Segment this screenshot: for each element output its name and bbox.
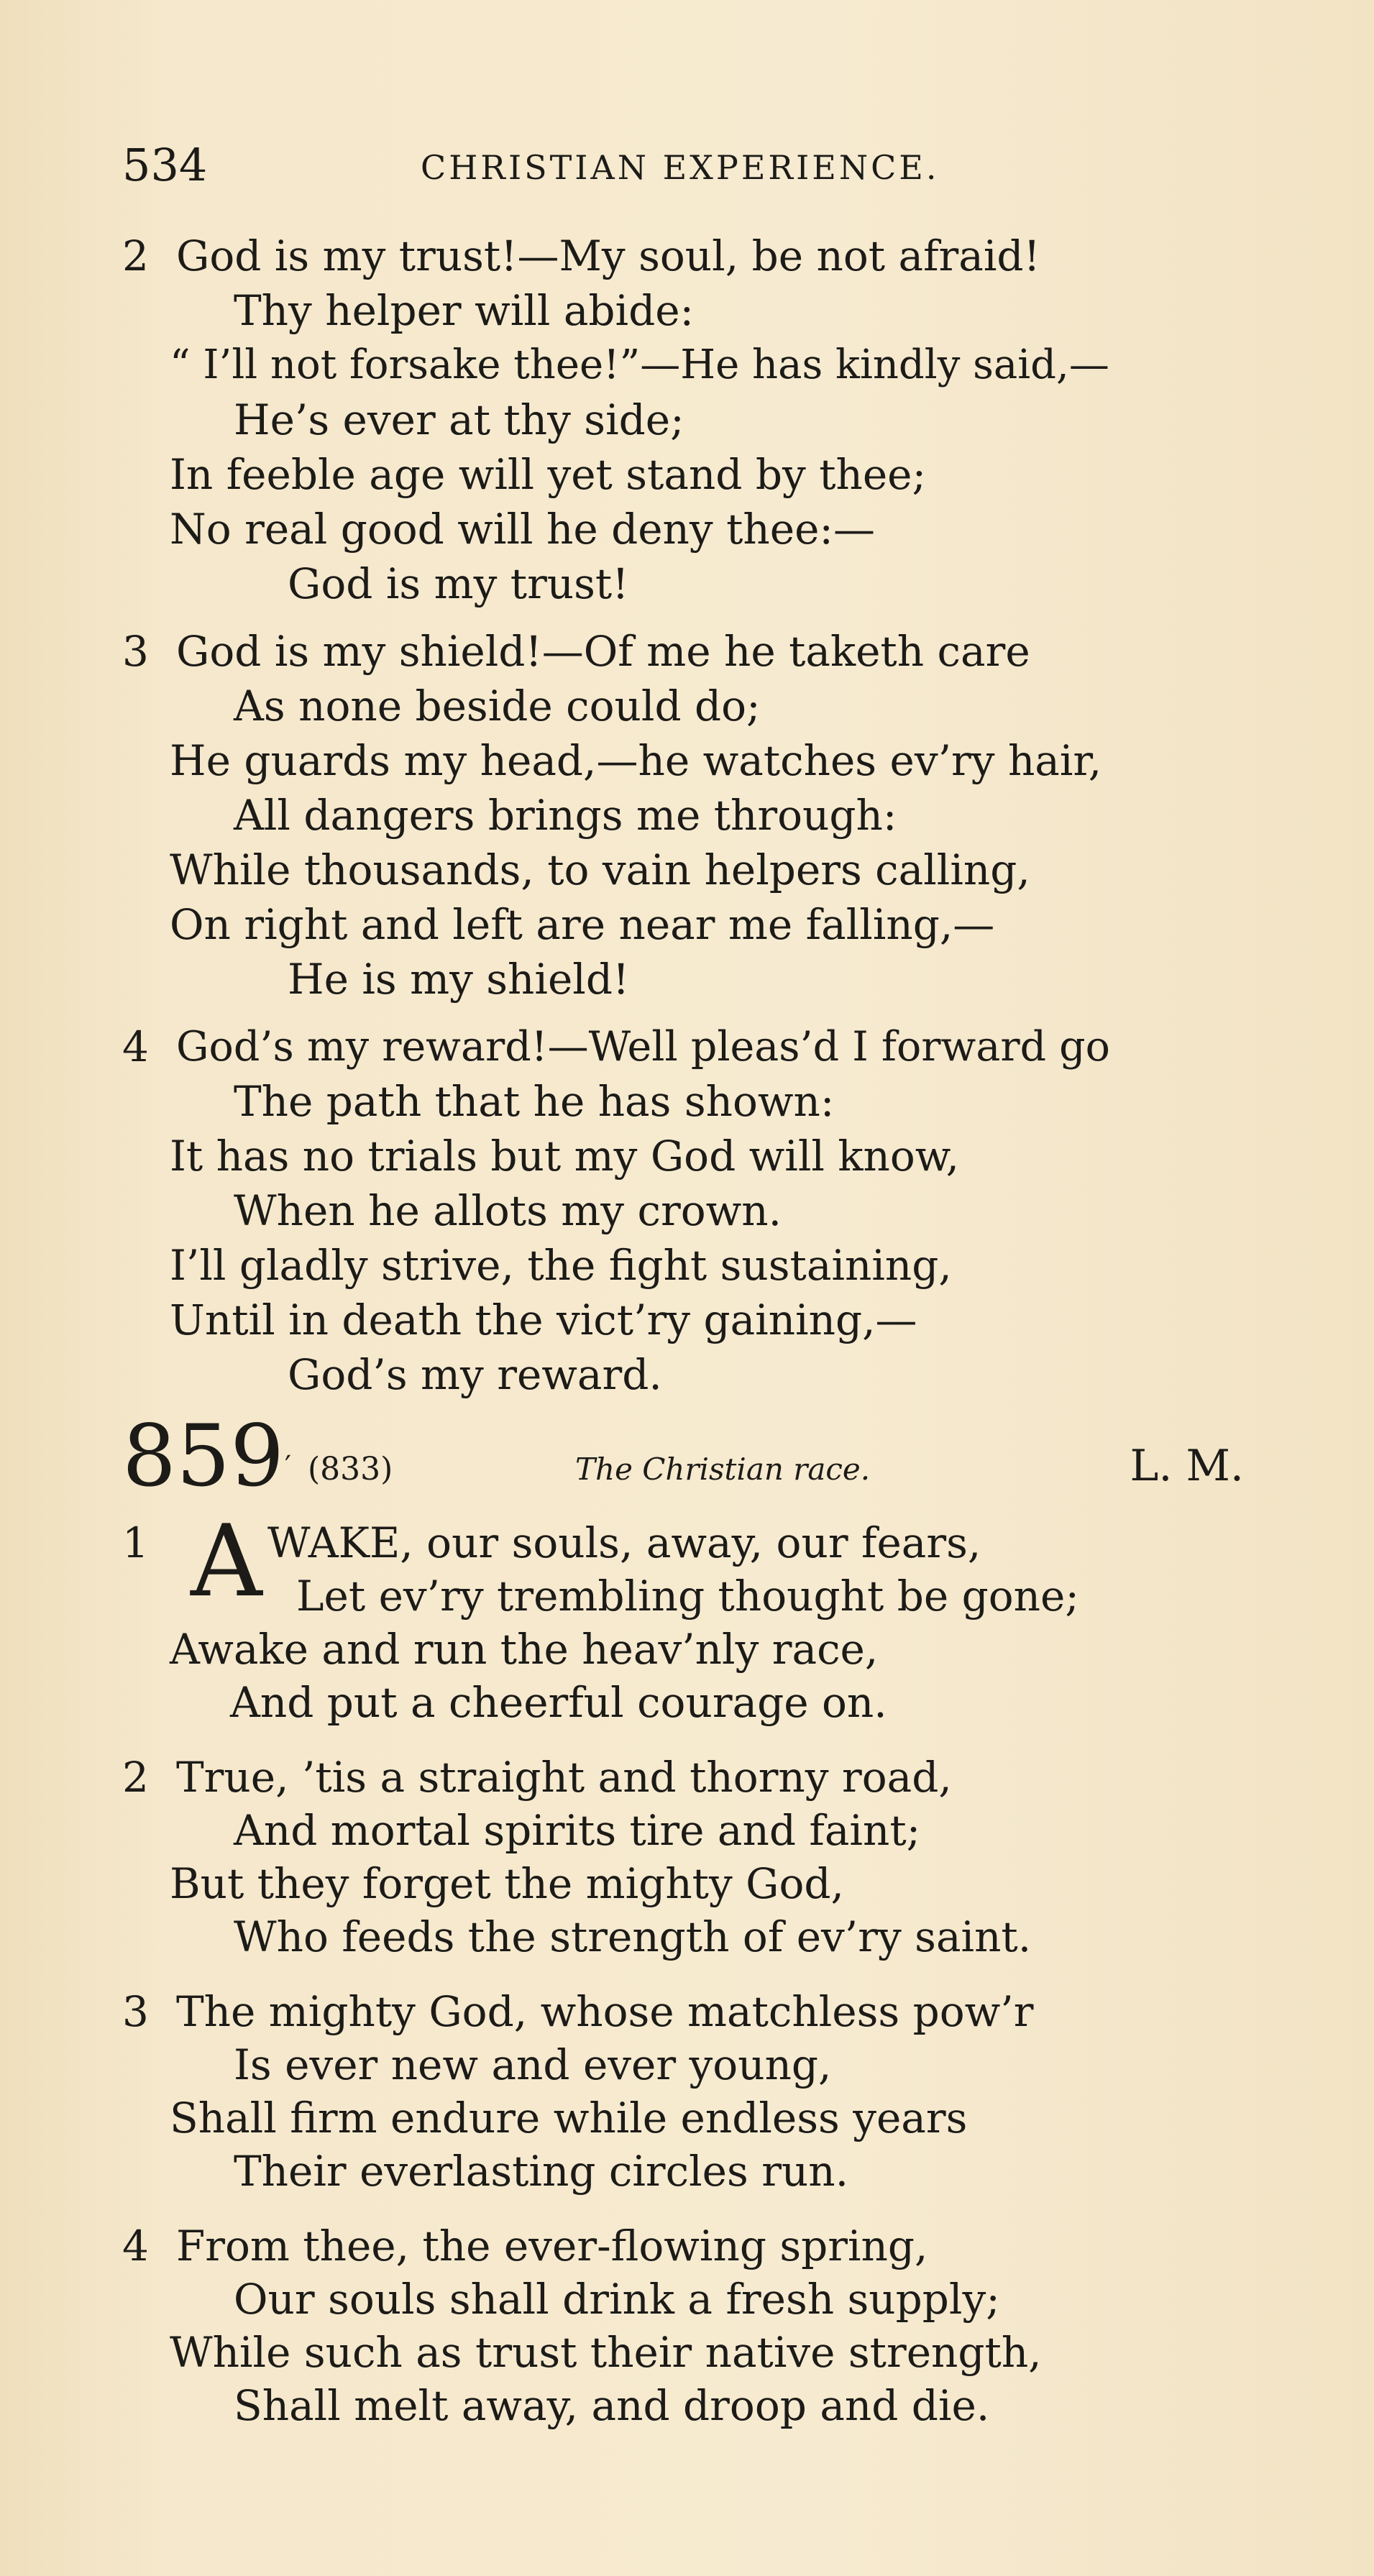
verse-line: While thousands, to vain helpers calling, [170,845,1030,894]
verse-line: When he allots my crown. [234,1186,782,1235]
verse-line: The path that he has shown: [234,1077,835,1126]
verse-line: In feeble age will yet stand by thee; [170,450,927,499]
stanza-number: 4 [122,2222,149,2270]
hymn-mark: ′ [285,1450,292,1483]
verse-line: Thy helper will abide: [234,286,695,335]
verse-line: Shall melt away, and droop and die. [234,2381,990,2430]
hymn-header [122,1406,1244,1505]
verse-line: From thee, the ever-flowing spring, [176,2222,928,2270]
stanza-number: 1 [122,1518,149,1567]
stanza-number: 3 [122,627,149,676]
verse-line: And mortal spirits tire and faint; [234,1806,921,1855]
verse-line: God is my trust!—My soul, be not afraid! [176,232,1040,280]
stanza-number: 2 [122,1753,149,1802]
verse-line: Is ever new and ever young, [234,2040,832,2089]
stanza-number: 2 [122,232,149,280]
hymn-meter: L. M. [1130,1441,1244,1491]
verse-line: He guards my head,—he watches ev’ry hair, [170,736,1102,785]
page-header [122,140,1244,191]
running-title: CHRISTIAN EXPERIENCE. [421,148,940,187]
verse-line: As none beside could do; [234,682,761,730]
verse-line: But they forget the mighty God, [170,1859,844,1908]
verse-line: Their everlasting circles run. [234,2147,849,2196]
verse-line: WAKE, our souls, away, our fears, [267,1518,981,1567]
stanza-number: 4 [122,1022,149,1071]
verse-line: He’s ever at thy side; [234,395,684,444]
verse-line: No real good will he deny thee:— [170,505,875,554]
verse-line: I’ll gladly strive, the fight sustaining, [170,1241,952,1290]
verse-line: True, ’tis a straight and thorny road, [176,1753,952,1802]
verse-line: Let ev’ry trembling thought be gone; [296,1572,1079,1621]
verse-line: Who feeds the strength of ev’ry saint. [234,1912,1032,1961]
verse-line: It has no trials but my God will know, [170,1132,960,1181]
verse-line: He is my shield! [288,955,630,1004]
verse-line: God is my shield!—Of me he taketh care [176,627,1030,676]
stanza-number: 3 [122,1987,149,2036]
page-number: 534 [122,139,208,191]
drop-cap: A [191,1503,262,1619]
verse-line: Shall firm endure while endless years [170,2094,968,2142]
verse-line: God’s my reward!—Well pleas’d I forward go [176,1023,1110,1071]
verse-line: While such as trust their native strength, [170,2328,1042,2377]
verse-line: And put a cheerful courage on. [230,1678,887,1727]
verse-line: Awake and run the heav’nly race, [170,1625,879,1674]
verse-line: The mighty God, whose matchless pow’r [176,1987,1034,2036]
verse-line: All dangers brings me through: [234,791,897,840]
hymn-number: 859 [122,1406,285,1505]
verse-line: Our souls shall drink a fresh supply; [234,2275,1000,2324]
hymn-reference: (833) [308,1451,393,1488]
verse-line: Until in death the vict’ry gaining,— [170,1296,917,1344]
verse-line: “ I’ll not forsake thee!”—He has kindly said,— [170,342,1109,388]
verse-line: God is my trust! [288,559,629,608]
verse-line: On right and left are near me falling,— [170,900,995,949]
verse-line: God’s my reward. [288,1350,662,1399]
hymn-title: The Christian race. [575,1452,871,1487]
